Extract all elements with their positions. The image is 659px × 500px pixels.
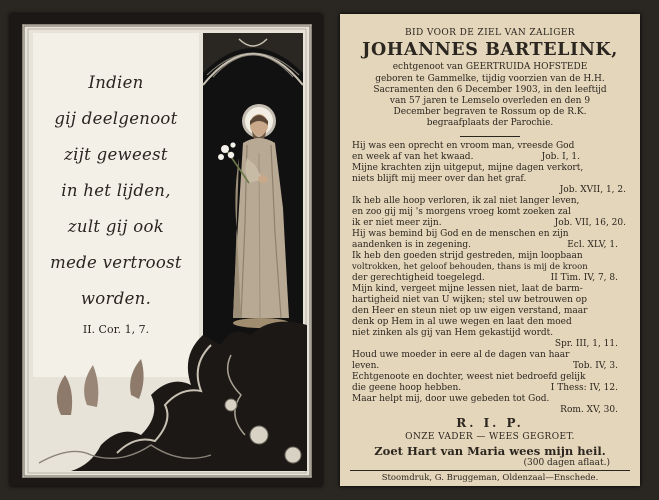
passage-line: Echtgenoote en dochter, weest niet bedroefd gelijk (352, 372, 586, 382)
passage-line: Hij was een oprecht en vroom man, vreesde God (352, 141, 575, 151)
passage-line: der gerechtigheid toegelegd. (352, 273, 485, 283)
passage-line: niets blijft mij meer over dan het graf. (352, 174, 527, 184)
prayer-heading: BID VOOR DE ZIEL VAN ZALIGER (405, 28, 575, 38)
passage-line: hartigheid niet van U wijken; stel uw betrouwen op (352, 295, 587, 305)
prayer-line: ONZE VADER — WEES GEGROET. (405, 432, 575, 442)
passage-line: en week af van het kwaad. (352, 152, 474, 162)
gothic-arch-ornament (199, 29, 307, 89)
passage-line: leven. (352, 361, 380, 371)
verse-line: zult gij ook (67, 217, 165, 236)
left-card-paper (22, 24, 312, 478)
bio-line: van 57 jaren te Lemselo overleden en den 9 (389, 96, 591, 106)
passage-line: Ik heb alle hoop verloren, ik zal niet langer leven, (352, 196, 580, 206)
passage-source: Job. XVII, 1, 2. (559, 185, 626, 195)
printer-imprint: Stoomdruk, G. Bruggeman, Oldenzaal—Enschede. (381, 473, 599, 483)
bio-line: begraafplaats der Parochie. (426, 118, 554, 128)
verse-line: mede vertroost (50, 253, 182, 272)
verse-line: zijt geweest (64, 145, 168, 164)
verse-line: Indien (88, 73, 144, 92)
passage-line: Mijn kind, vergeet mijne lessen niet, laat de barm- (352, 284, 583, 294)
passage-source: Job. I, 1. (541, 152, 580, 162)
bio-line: geboren te Gammelke, tijdig voorzien van de H.H. (375, 74, 605, 84)
passage-source: Job. VII, 16, 20. (554, 218, 626, 228)
verse-line: in het lijden, (61, 181, 171, 200)
footer-divider (350, 470, 630, 471)
passage-line: die geene hoop hebben. (352, 383, 462, 393)
verse-line: worden. (80, 289, 152, 308)
passage-line: Ik heb den goeden strijd gestreden, mijn loopbaan (352, 251, 583, 261)
right-card (340, 14, 640, 486)
verse-reference: II. Cor. 1, 7. (82, 323, 150, 336)
passage-source: I Thess: IV, 12. (550, 383, 618, 393)
deceased-name: JOHANNES BARTELINK, (362, 40, 618, 60)
passage-line: en zoo gij mij 's morgens vroeg komt zoeken zal (352, 207, 571, 217)
spouse-line: echtgenoot van GEERTRUIDA HOFSTEDE (392, 62, 588, 72)
passage-line: Mijne krachten zijn uitgeput, mijne dagen verkort, (352, 163, 584, 173)
passage-line: niet zinken als gij van Hem gekastijd wordt. (352, 328, 554, 338)
passage-line: Maar helpt mij, door uwe gebeden tot God. (352, 394, 550, 404)
divider (460, 136, 520, 137)
passage-line: aandenken is in zegening. (352, 240, 471, 250)
passage-source: Spr. III, 1, 11. (554, 339, 618, 349)
bio-line: December begraven te Rossum op de R.K. (393, 107, 587, 117)
verse-line: gij deelgenoot (54, 109, 178, 128)
passage-source: Rom. XV, 30. (560, 405, 618, 415)
acanthus-ornament (31, 295, 307, 473)
rip-line: R. I. P. (456, 416, 524, 430)
passage-line: den Heer en steun niet op uw eigen verstand, maar (352, 306, 588, 316)
passage-line: Houd uwe moeder in eere al de dagen van haar (352, 350, 570, 360)
passage-line: voltrokken, het geloof behouden, thans is mij de kroon (352, 262, 588, 272)
passage-line: Hij was bemind bij God en de menschen en zijn (352, 229, 569, 239)
passage-source: Ecl. XLV, 1. (567, 240, 618, 250)
passage-source: Tob. IV, 3. (573, 361, 618, 371)
passage-line: ik er niet meer zijn. (352, 218, 442, 228)
indulgence-note: (300 dagen aflaat.) (523, 458, 610, 468)
prayer-heart-line: Zoet Hart van Maria wees mijn heil. (374, 444, 606, 458)
left-card (10, 14, 322, 486)
passage-line: denk op Hem in al uwe wegen en laat den moed (352, 317, 572, 327)
passage-source: II Tim. IV, 7, 8. (550, 273, 618, 283)
bio-line: Sacramenten den 6 December 1903, in den leeftijd (373, 85, 607, 95)
